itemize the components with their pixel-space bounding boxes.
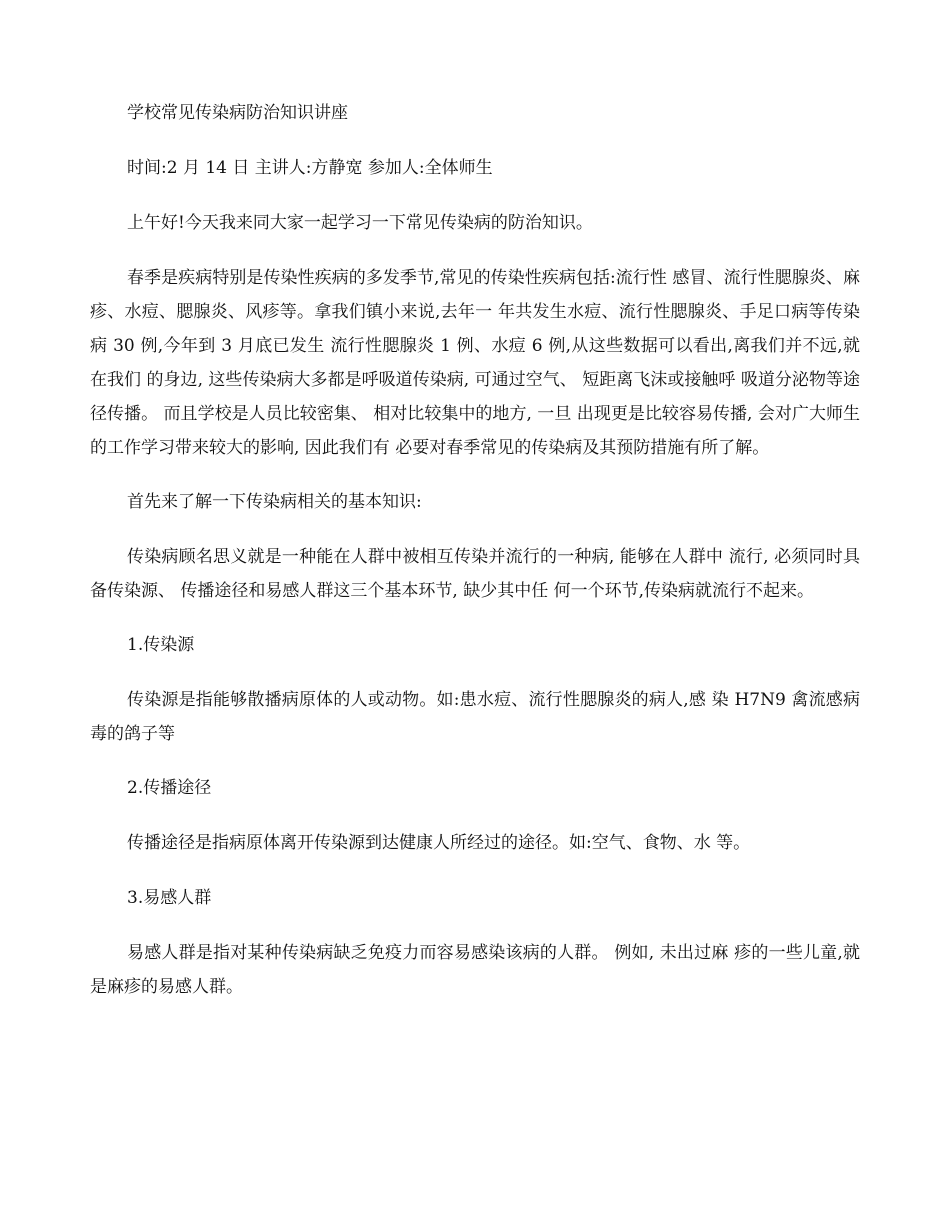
basics-intro-paragraph: 首先来了解一下传染病相关的基本知识:: [127, 492, 422, 512]
section-heading-transmission-route: 2.传播途径: [127, 778, 212, 798]
susceptible-population-paragraph: 易感人群是指对某种传染病缺乏免疫力而容易感染该病的人群。 例如, 未出过麻 疹的一些儿童,就是麻疹的易感人群。: [90, 943, 860, 997]
document-title: 学校常见传染病防治知识讲座: [127, 103, 348, 123]
lecture-meta-line: 时间:2 月 14 日 主讲人:方静宽 参加人:全体师生: [127, 158, 493, 178]
infection-source-paragraph: 传染源是指能够散播病原体的人或动物。如:患水痘、流行性腮腺炎的病人,感 染 H7N9 禽流感病毒的鸽子等: [90, 690, 860, 744]
section-heading-susceptible-population: 3.易感人群: [127, 888, 212, 908]
transmission-route-paragraph: 传播途径是指病原体离开传染源到达健康人所经过的途径。如:空气、食物、水 等。: [127, 833, 751, 853]
greeting-paragraph: 上午好!今天我来同大家一起学习一下常见传染病的防治知识。: [127, 213, 593, 233]
document-body: [90, 96, 860, 1024]
definition-paragraph: 传染病顾名思义就是一种能在人群中被相互传染并流行的一种病, 能够在人群中 流行, 必须同时具备传染源、 传播途径和易感人群这三个基本环节, 缺少其中任 何一个环节,传染病就流行不起来。: [90, 547, 860, 601]
spring-disease-paragraph: 春季是疾病特别是传染性疾病的多发季节,常见的传染性疾病包括:流行性 感冒、流行性腮腺炎、麻疹、水痘、腮腺炎、风疹等。拿我们镇小来说,去年一 年共发生水痘、流行性腮腺炎、手足口病等传染病 30 例,今年到 3 月底已发生 流行性腮腺炎 1 例、水痘 6 例,从这些数据可以看出,离我们并不远,就在我们 的身边, 这些传染病大多都是呼吸道传染病, 可通过空气、 短距离飞沫或接触呼 吸道分泌物等途径传播。 而且学校是人员比较密集、 相对比较集中的地方, 一旦 出现更是比较容易传播, 会对广大师生的工作学习带来较大的影响, 因此我们有 必要对春季常见的传染病及其预防措施有所了解。: [90, 268, 860, 458]
section-heading-infection-source: 1.传染源: [127, 635, 195, 655]
